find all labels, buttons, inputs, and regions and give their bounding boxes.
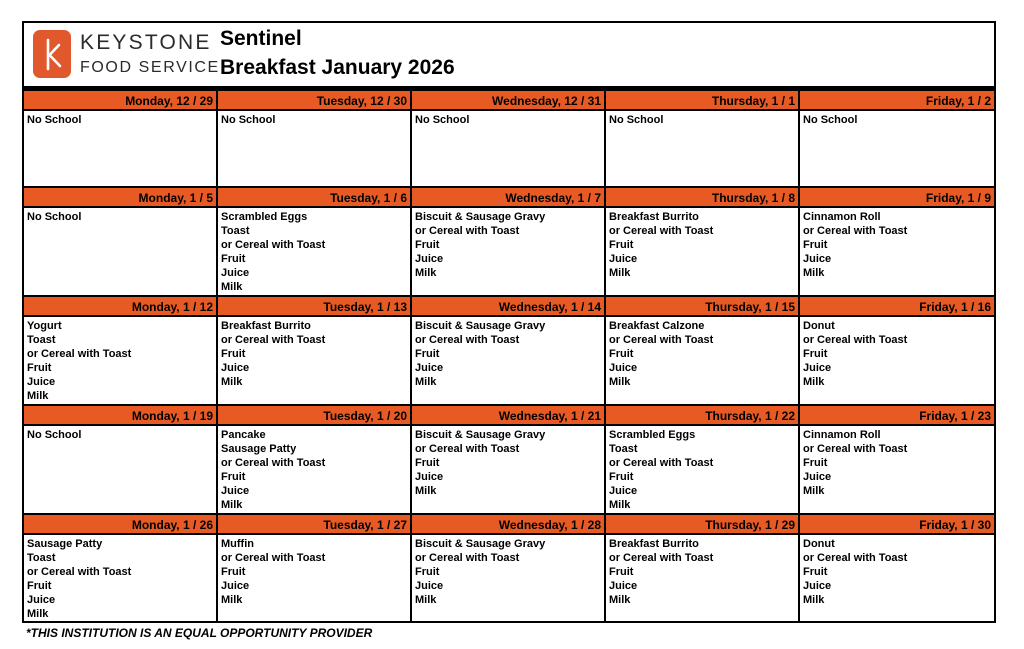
menu-item: Juice [221,580,250,593]
menu-item: No School [609,114,664,126]
menu-item: Fruit [221,566,246,579]
day-date-header: Tuesday, 1 / 27 [218,515,410,535]
menu-items [218,317,410,389]
day-date-header: Friday, 1 / 9 [800,188,994,208]
school-name: Sentinel [220,27,302,50]
day-cell [24,297,218,406]
day-date-header: Tuesday, 1 / 6 [218,188,410,208]
day-cell [24,515,218,622]
menu-header [24,23,994,86]
menu-item: Milk [221,594,243,607]
menu-item: Milk [609,267,631,280]
menu-items [800,535,994,607]
week-row [24,515,994,622]
menu-item: No School [221,114,276,126]
menu-item: Juice [803,362,832,375]
day-date-header: Friday, 1 / 23 [800,406,994,426]
brand-name: KEYSTONE [80,31,212,54]
menu-item: Milk [609,594,631,607]
menu-item: Juice [27,594,56,607]
menu-item: Milk [803,267,825,280]
menu-item: Breakfast Burrito [221,320,311,332]
menu-item: or Cereal with Toast [27,566,132,579]
menu-item: Breakfast Burrito [609,211,699,223]
menu-item: Juice [415,580,444,593]
menu-items [606,317,798,389]
menu-items [800,426,994,498]
menu-item: Fruit [609,566,634,579]
menu-item: Breakfast Burrito [609,538,699,550]
menu-items [412,426,604,498]
menu-items [800,208,994,280]
menu-item: Fruit [609,348,634,361]
menu-item: No School [27,211,82,223]
menu-item: No School [803,114,858,126]
day-date-header: Tuesday, 12 / 30 [218,91,410,111]
menu-item: or Cereal with Toast [415,552,520,565]
menu-item: No School [415,114,470,126]
menu-items [24,317,216,404]
menu-items [24,111,216,127]
menu-items [606,426,798,513]
menu-items [606,535,798,607]
day-cell [24,188,218,297]
menu-item: Scrambled Eggs [221,211,308,223]
menu-item: Milk [609,499,631,512]
day-cell [800,91,994,188]
menu-item: Juice [609,580,638,593]
day-cell [218,91,412,188]
menu-item: or Cereal with Toast [609,457,714,470]
menu-item: or Cereal with Toast [415,225,520,238]
menu-item: Toast [221,225,250,238]
menu-item: Fruit [221,348,246,361]
menu-item: Milk [221,376,243,389]
menu-item: Milk [803,376,825,389]
menu-item: Fruit [609,471,634,484]
menu-item: or Cereal with Toast [221,457,326,470]
menu-items [24,208,216,224]
week-row [24,406,994,515]
menu-items [412,535,604,607]
menu-item: Milk [27,390,49,403]
menu-item: Juice [803,471,832,484]
menu-item: Juice [415,362,444,375]
menu-item: Juice [27,376,56,389]
menu-item: Fruit [27,362,52,375]
menu-item: or Cereal with Toast [803,443,908,456]
menu-item: Cinnamon Roll [803,429,881,441]
day-cell [218,188,412,297]
menu-item: Juice [221,362,250,375]
day-cell [606,188,800,297]
menu-item: Biscuit & Sausage Gravy [415,538,546,550]
menu-item: Donut [803,538,835,550]
menu-item: No School [27,429,82,441]
menu-item: Milk [221,499,243,512]
day-date-header: Monday, 12 / 29 [24,91,216,111]
menu-items [218,111,410,127]
menu-item: Fruit [415,348,440,361]
brand-subtitle: FOOD SERVICE [80,59,220,76]
menu-items [24,535,216,622]
menu-items [800,317,994,389]
day-cell [800,297,994,406]
menu-item: Biscuit & Sausage Gravy [415,429,546,441]
day-date-header: Thursday, 1 / 29 [606,515,798,535]
menu-item: Fruit [221,471,246,484]
menu-item: or Cereal with Toast [221,552,326,565]
menu-item: Juice [609,253,638,266]
menu-item: Muffin [221,538,254,550]
menu-item: Fruit [803,457,828,470]
day-date-header: Thursday, 1 / 8 [606,188,798,208]
menu-item: Fruit [803,566,828,579]
menu-item: or Cereal with Toast [415,334,520,347]
menu-item: or Cereal with Toast [609,552,714,565]
menu-item: Milk [221,281,243,294]
menu-item: Milk [803,594,825,607]
menu-items [412,317,604,389]
day-cell [606,297,800,406]
menu-item: Biscuit & Sausage Gravy [415,211,546,223]
day-date-header: Friday, 1 / 16 [800,297,994,317]
menu-item: Yogurt [27,320,62,332]
menu-item: Milk [415,485,437,498]
menu-item: Milk [609,376,631,389]
menu-item: Juice [221,267,250,280]
menu-item: Juice [221,485,250,498]
menu-item: Juice [415,253,444,266]
menu-items [800,111,994,127]
day-date-header: Friday, 1 / 2 [800,91,994,111]
menu-item: Milk [415,594,437,607]
menu-items [412,111,604,127]
menu-item: or Cereal with Toast [221,334,326,347]
day-cell [412,188,606,297]
menu-item: No School [27,114,82,126]
menu-item: or Cereal with Toast [415,443,520,456]
menu-item: Donut [803,320,835,332]
menu-item: Milk [27,608,49,621]
menu-item: Fruit [27,580,52,593]
day-date-header: Monday, 1 / 19 [24,406,216,426]
week-row [24,188,994,297]
menu-item: Breakfast Calzone [609,320,705,332]
menu-item: Toast [609,443,638,456]
day-cell [24,406,218,515]
day-cell [800,515,994,622]
day-cell [606,515,800,622]
menu-item: Fruit [415,457,440,470]
footnote: *THIS INSTITUTION IS AN EQUAL OPPORTUNITY PROVIDER [26,626,373,640]
menu-item: Milk [415,267,437,280]
menu-items [412,208,604,280]
day-cell [218,406,412,515]
menu-title: Breakfast January 2026 [220,56,455,79]
menu-item: Fruit [609,239,634,252]
day-date-header: Wednesday, 1 / 21 [412,406,604,426]
day-date-header: Wednesday, 1 / 7 [412,188,604,208]
menu-item: Fruit [221,253,246,266]
menu-item: Fruit [803,239,828,252]
menu-items [606,208,798,280]
day-cell [218,297,412,406]
day-cell [24,91,218,188]
day-cell [800,188,994,297]
day-date-header: Wednesday, 12 / 31 [412,91,604,111]
calendar-grid [24,91,994,622]
menu-item: Juice [803,253,832,266]
menu-item: Pancake [221,429,266,441]
week-row [24,297,994,406]
menu-item: Fruit [803,348,828,361]
menu-item: or Cereal with Toast [27,348,132,361]
menu-item: Sausage Patty [27,538,103,550]
day-date-header: Thursday, 1 / 1 [606,91,798,111]
day-cell [412,91,606,188]
day-date-header: Monday, 1 / 26 [24,515,216,535]
menu-item: Milk [803,485,825,498]
menu-item: Fruit [415,566,440,579]
menu-items [218,535,410,607]
day-cell [800,406,994,515]
menu-item: or Cereal with Toast [609,334,714,347]
day-cell [412,297,606,406]
menu-items [606,111,798,127]
menu-item: Juice [609,362,638,375]
day-cell [412,406,606,515]
day-date-header: Wednesday, 1 / 28 [412,515,604,535]
menu-items [24,426,216,442]
menu-items [218,426,410,513]
day-date-header: Monday, 1 / 5 [24,188,216,208]
menu-item: or Cereal with Toast [609,225,714,238]
day-date-header: Friday, 1 / 30 [800,515,994,535]
day-cell [412,515,606,622]
menu-item: Sausage Patty [221,443,297,456]
day-date-header: Thursday, 1 / 22 [606,406,798,426]
day-date-header: Tuesday, 1 / 13 [218,297,410,317]
day-cell [218,515,412,622]
menu-item: Toast [27,334,56,347]
menu-item: Cinnamon Roll [803,211,881,223]
day-date-header: Tuesday, 1 / 20 [218,406,410,426]
menu-item: Juice [415,471,444,484]
menu-item: Juice [803,580,832,593]
menu-item: Scrambled Eggs [609,429,696,441]
menu-item: Toast [27,552,56,565]
day-cell [606,91,800,188]
menu-item: Biscuit & Sausage Gravy [415,320,546,332]
menu-item: or Cereal with Toast [221,239,326,252]
menu-item: or Cereal with Toast [803,334,908,347]
day-date-header: Wednesday, 1 / 14 [412,297,604,317]
k-letter-icon [33,30,71,78]
menu-item: or Cereal with Toast [803,225,908,238]
menu-calendar [22,21,996,623]
menu-items [218,208,410,295]
menu-item: Milk [415,376,437,389]
menu-item: or Cereal with Toast [803,552,908,565]
menu-item: Fruit [415,239,440,252]
day-date-header: Thursday, 1 / 15 [606,297,798,317]
day-date-header: Monday, 1 / 12 [24,297,216,317]
week-row [24,91,994,188]
menu-item: Juice [609,485,638,498]
day-cell [606,406,800,515]
